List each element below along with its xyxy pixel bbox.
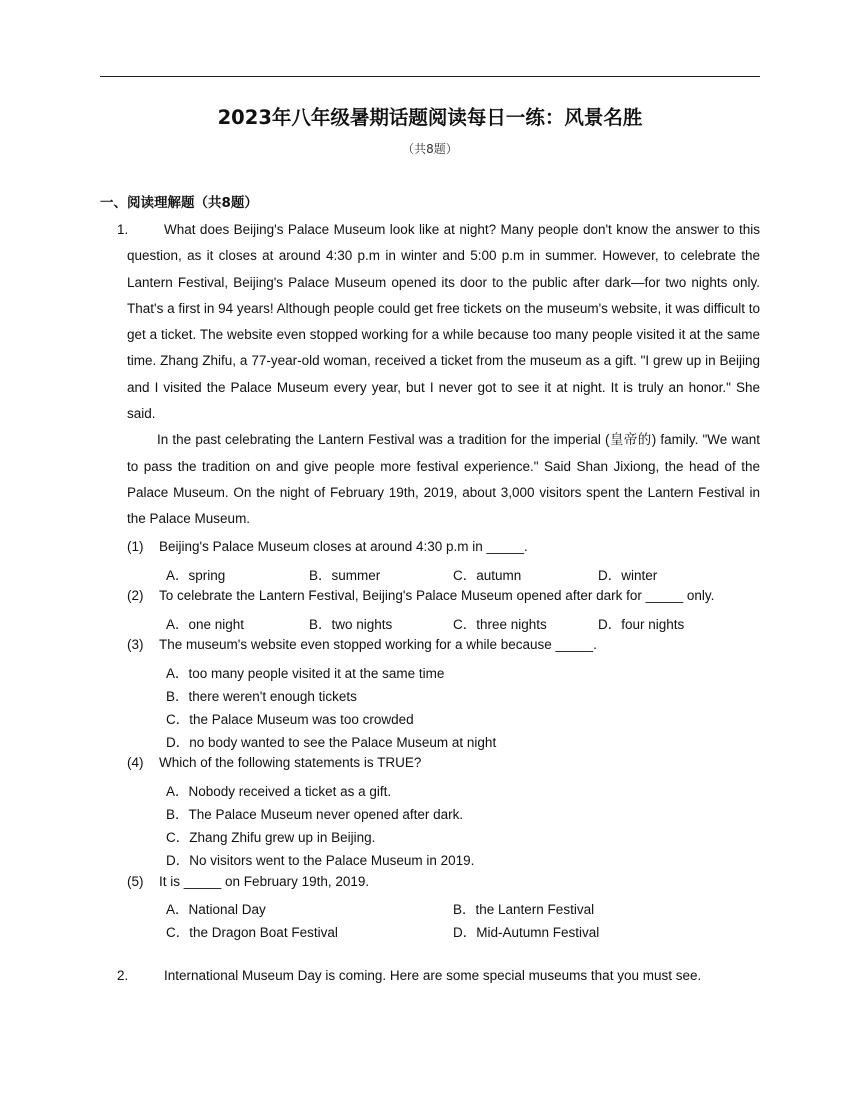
option-d[interactable]: D．no body wanted to see the Palace Museum at night <box>166 735 497 750</box>
subquestion-text: Beijing's Palace Museum closes at around 4:30 p.m in _____. <box>159 539 528 554</box>
subquestion-number: (3) <box>127 637 144 652</box>
option-a[interactable]: A．spring <box>166 568 226 583</box>
option-d[interactable]: D．winter <box>598 568 658 583</box>
option-d[interactable]: D．four nights <box>598 617 685 632</box>
section-heading: 一、阅读理解题（共8题） <box>100 195 258 211</box>
option-b[interactable]: B．summer <box>309 568 381 583</box>
subquestion-text: To celebrate the Lantern Festival, Beijing's Palace Museum opened after dark for _____ only. <box>159 588 715 603</box>
option-b[interactable]: B．two nights <box>309 617 393 632</box>
subquestion-text: The museum's website even stopped working for a while because _____. <box>159 637 597 652</box>
option-a[interactable]: A．National Day <box>166 902 266 917</box>
passage-paragraph: In the past celebrating the Lantern Festival was a tradition for the imperial (皇帝的) family. "We want to pass the tradition on and give people more festival experience." Said Shan Jixiong, the head of the Palace Museum. On the night of February 19th, 2019, about 3,000 visitors spent the Lantern Festival in the Palace Museum. <box>127 432 760 527</box>
option-c[interactable]: C．the Palace Museum was too crowded <box>166 712 414 727</box>
page-title: 2023年八年级暑期话题阅读每日一练：风景名胜 <box>217 106 643 129</box>
option-c[interactable]: C．the Dragon Boat Festival <box>166 925 338 940</box>
reading-passage <box>127 217 760 533</box>
option-d[interactable]: D．No visitors went to the Palace Museum in 2019. <box>166 853 475 868</box>
subquestion-text: Which of the following statements is TRUE? <box>159 755 422 770</box>
option-b[interactable]: B．The Palace Museum never opened after dark. <box>166 807 464 822</box>
page-subtitle: （共8题） <box>402 142 458 156</box>
option-c[interactable]: C．Zhang Zhifu grew up in Beijing. <box>166 830 376 845</box>
option-c[interactable]: C．three nights <box>453 617 547 632</box>
passage-paragraph: What does Beijing's Palace Museum look like at night? Many people don't know the answer to this question, as it closes at around 4:30 p.m in winter and 5:00 p.m in summer. However, to celebrate the Lantern Festival, Beijing's Palace Museum opened its door to the public after dark—for two nights only. That's a first in 94 years! Although people could get free tickets on the museum's website, it was difficult to get a ticket. The website even stopped working for a while because too many people visited it at the same time. Zhang Zhifu, a 77-year-old woman, received a ticket from the museum as a gift. "I grew up in Beijing and I visited the Palace Museum every year, but I never got to see it at night. It is truly an honor." She said. <box>127 222 760 422</box>
subquestion-text: It is _____ on February 19th, 2019. <box>159 874 370 889</box>
subquestion-number: (5) <box>127 874 144 889</box>
subquestion-number: (2) <box>127 588 144 603</box>
option-b[interactable]: B．the Lantern Festival <box>453 902 595 917</box>
option-c[interactable]: C．autumn <box>453 568 522 583</box>
question-number: 2. <box>117 968 129 983</box>
question-text: International Museum Day is coming. Here are some special museums that you must see. <box>164 968 702 983</box>
header-rule <box>100 76 760 77</box>
option-b[interactable]: B．there weren't enough tickets <box>166 689 357 704</box>
option-a[interactable]: A．Nobody received a ticket as a gift. <box>166 784 392 799</box>
option-a[interactable]: A．one night <box>166 617 245 632</box>
option-d[interactable]: D．Mid-Autumn Festival <box>453 925 600 940</box>
subquestion-number: (4) <box>127 755 144 770</box>
option-a[interactable]: A．too many people visited it at the same time <box>166 666 445 681</box>
subquestion-number: (1) <box>127 539 144 554</box>
question-number: 1. <box>117 222 129 237</box>
